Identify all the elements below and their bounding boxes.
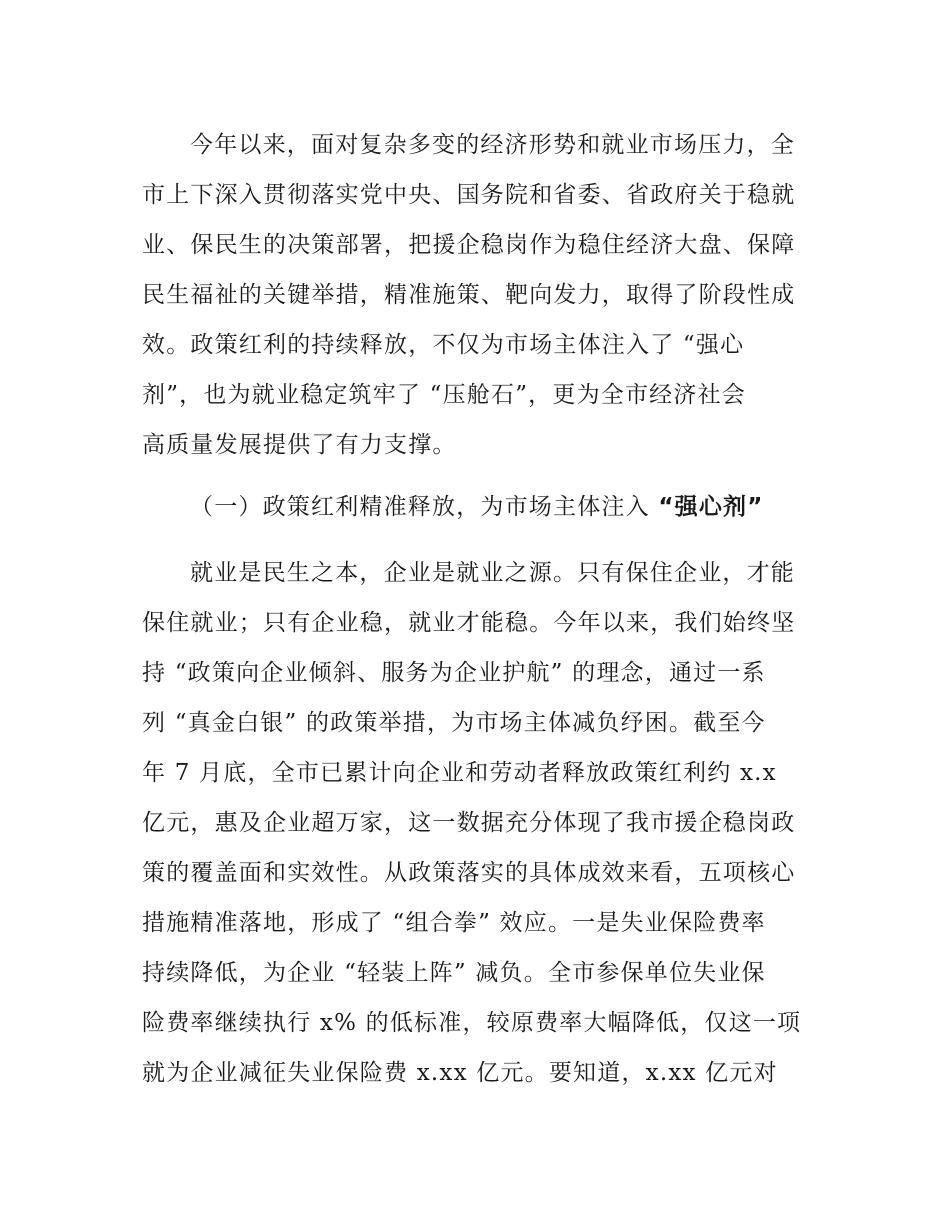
paragraph-1-line-7: 高质量发展提供了有力支撑。 [142, 432, 457, 458]
paragraph-2-line-8: 措施精准落地，形成了 “组合拳” 效应。一是失业保险费率 [142, 910, 766, 936]
paragraph-2-line-5: 年 7 月底，全市已累计向企业和劳动者释放政策红利约 x.x [142, 760, 777, 786]
paragraph-1-line-1: 今年以来，面对复杂多变的经济形势和就业市场压力，全 [190, 132, 795, 158]
paragraph-2-line-1: 就业是民生之本，企业是就业之源。只有保住企业，才能 [190, 560, 795, 586]
paragraph-2-line-3: 持 “政策向企业倾斜、服务为企业护航” 的理念，通过一系 [142, 660, 766, 686]
paragraph-1-line-6: 剂”，也为就业稳定筑牢了 “压舱石”，更为全市经济社会 [142, 382, 746, 408]
section-heading-highlight: “强心剂” [658, 494, 764, 520]
paragraph-2-line-10: 险费率继续执行 x% 的低标准，较原费率大幅降低，仅这一项 [142, 1010, 802, 1036]
paragraph-1-line-3: 业、保民生的决策部署，把援企稳岗作为稳住经济大盘、保障 [142, 232, 796, 258]
paragraph-1-line-5: 效。政策红利的持续释放，不仅为市场主体注入了 “强心 [142, 332, 745, 358]
paragraph-2-line-4: 列 “真金白银” 的政策举措，为市场主体减负纾困。截至今 [142, 710, 766, 736]
section-heading [190, 490, 764, 524]
paragraph-2-line-7: 策的覆盖面和实效性。从政策落实的具体成效来看，五项核心 [142, 860, 796, 886]
paragraph-2-line-11: 就为企业减征失业保险费 x.xx 亿元。要知道，x.xx 亿元对 [142, 1060, 778, 1086]
paragraph-1-line-2: 市上下深入贯彻落实党中央、国务院和省委、省政府关于稳就 [142, 182, 796, 208]
paragraph-2-line-2: 保住就业；只有企业稳，就业才能稳。今年以来，我们始终坚 [142, 610, 796, 636]
section-heading-text: （一）政策红利精准释放，为市场主体注入 [190, 494, 659, 520]
paragraph-2-line-9: 持续降低，为企业 “轻装上阵” 减负。全市参保单位失业保 [142, 960, 766, 986]
paragraph-1-line-4: 民生福祉的关键举措，精准施策、靶向发力，取得了阶段性成 [142, 282, 796, 308]
paragraph-2-line-6: 亿元，惠及企业超万家，这一数据充分体现了我市援企稳岗政 [142, 810, 796, 836]
